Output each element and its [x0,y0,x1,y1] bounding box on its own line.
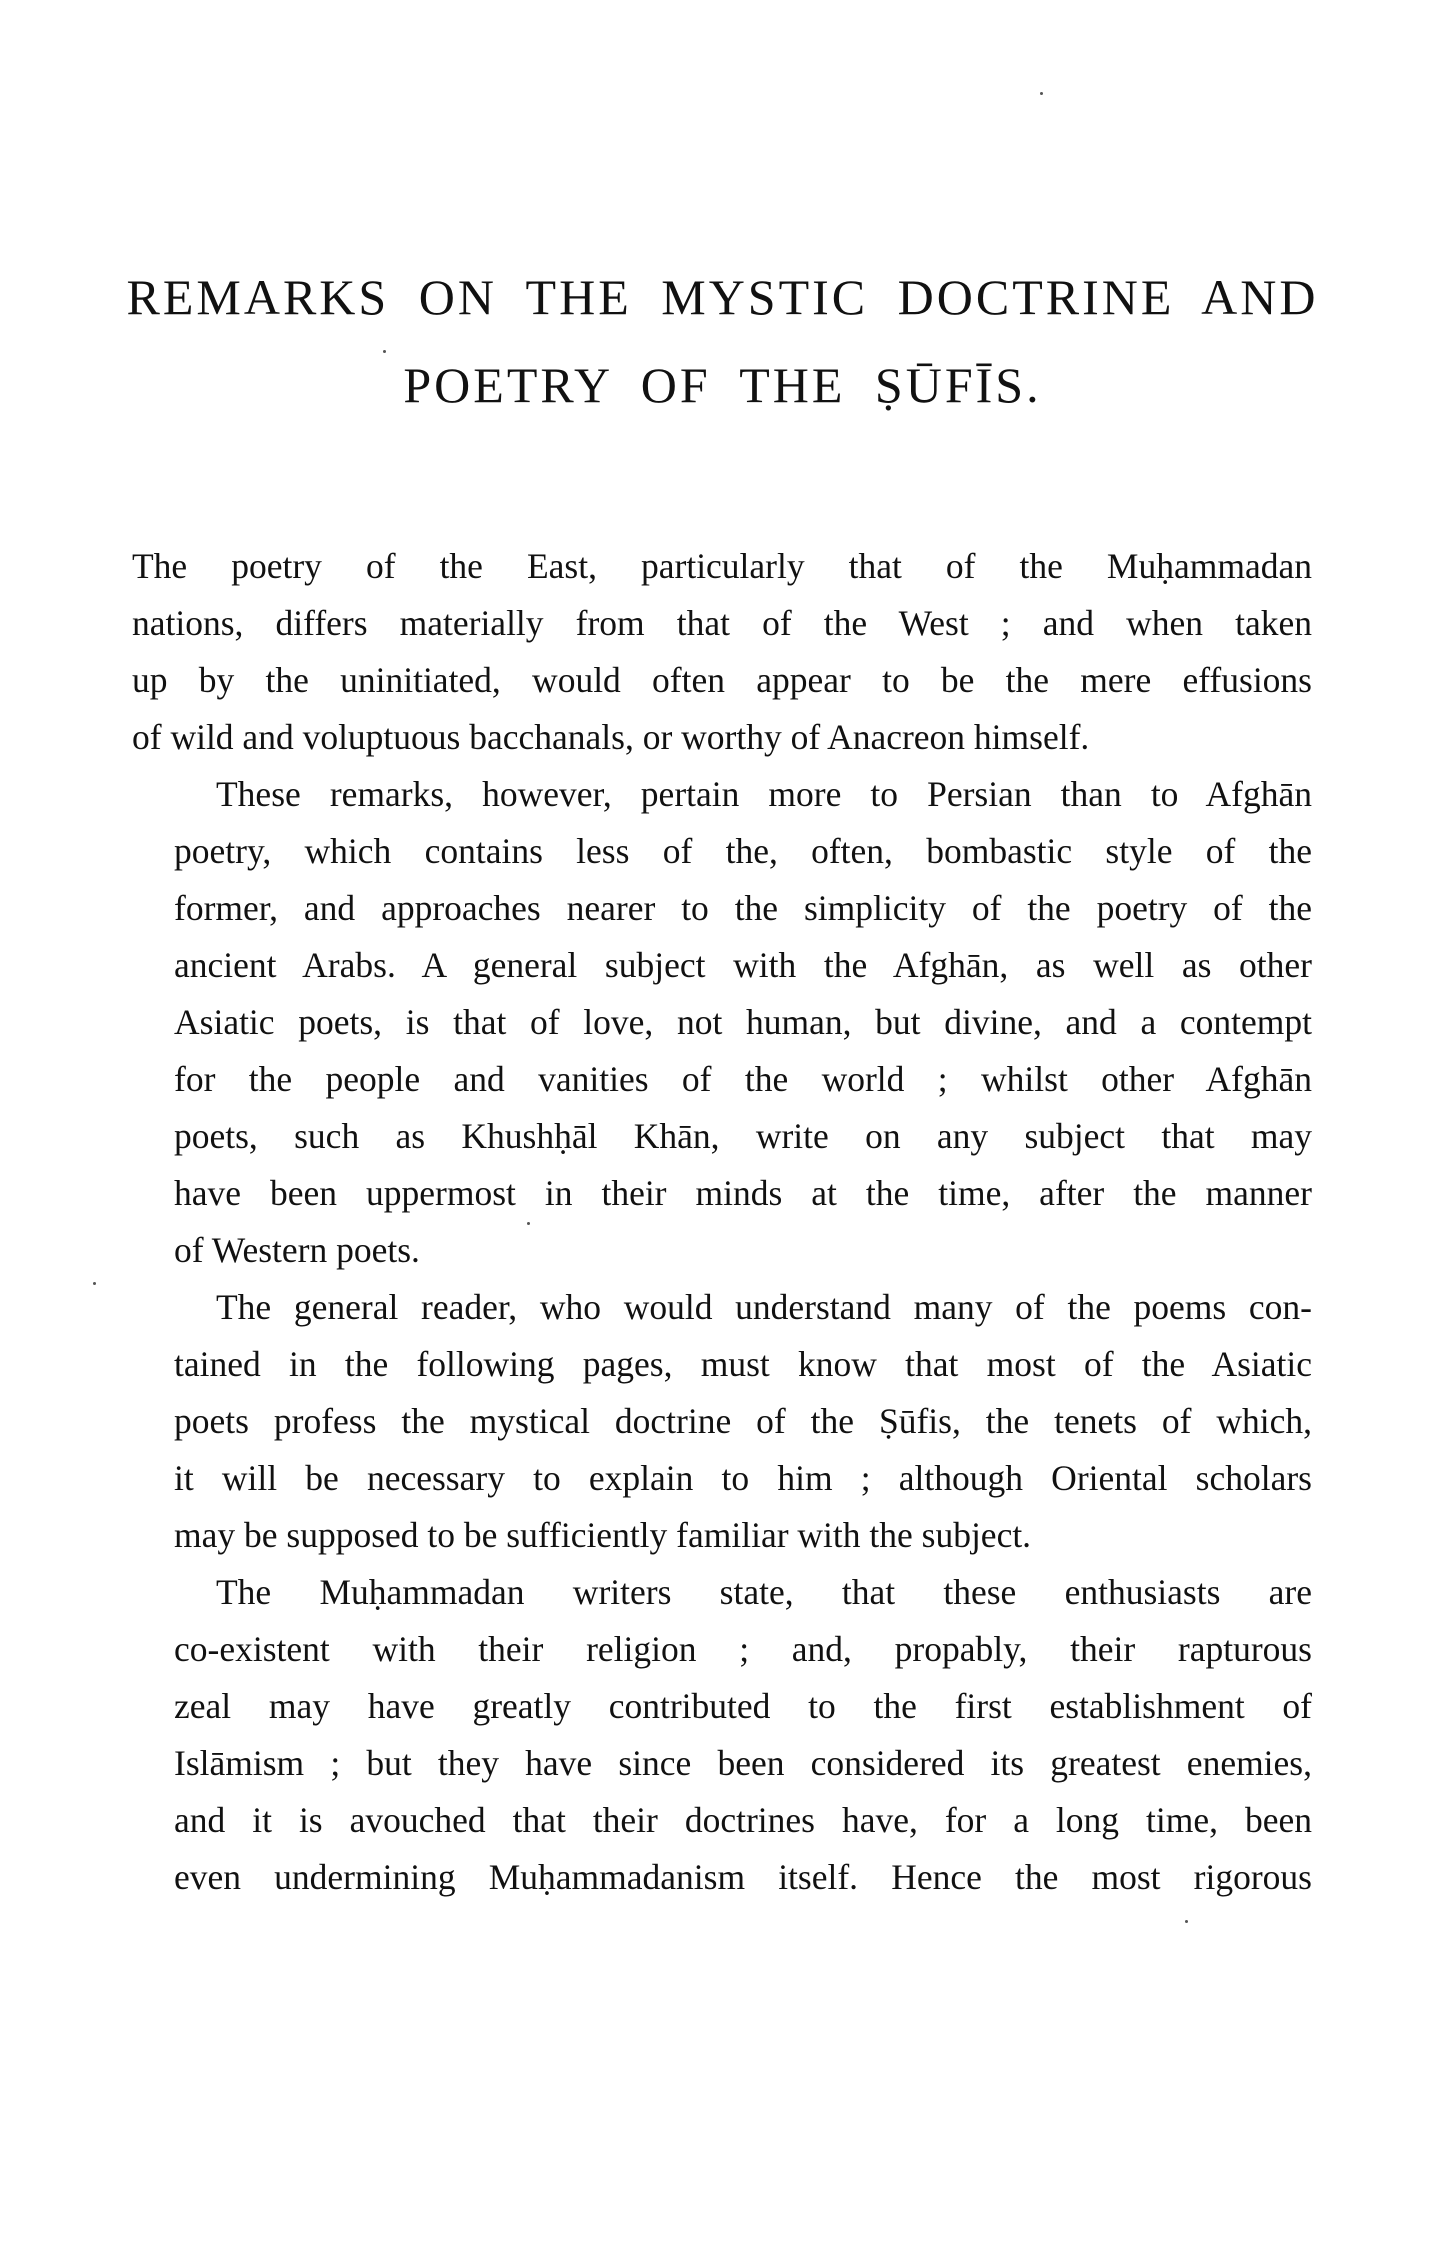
text-line: of Western poets. [174,1230,420,1270]
text-line: poets, such as Khushḥāl Khān, write on any subject that may [174,1116,1312,1156]
text-line: former, and approaches nearer to the simplicity of the poetry of the [174,888,1312,928]
paragraph-3 [132,1279,1312,1564]
text-line: of wild and voluptuous bacchanals, or worthy of Anacreon himself. [132,717,1090,757]
print-speck [383,350,386,353]
text-line: and it is avouched that their doctrines have, for a long time, been [174,1800,1312,1840]
print-speck [1040,92,1043,95]
text-line: poets profess the mystical doctrine of the Ṣūfis, the tenets of which, [174,1401,1312,1441]
print-speck [527,1222,530,1225]
print-speck [93,1282,96,1285]
print-speck [1185,1920,1188,1923]
text-line: zeal may have greatly contributed to the first establishment of [174,1686,1312,1726]
text-line: ancient Arabs. A general subject with the Afghān, as well as other [174,945,1312,985]
text-line: may be supposed to be sufficiently familiar with the subject. [174,1515,1032,1555]
text-line: These remarks, however, pertain more to Persian than to Afghān [216,774,1312,814]
text-line: Islāmism ; but they have since been considered its greatest enemies, [174,1743,1312,1783]
text-line: even undermining Muḥammadanism itself. Hence the most rigorous [174,1857,1312,1897]
text-line: up by the uninitiated, would often appear to be the mere effusions [132,660,1312,700]
chapter-title-line-1: REMARKS ON THE MYSTIC DOCTRINE AND [126,269,1319,325]
chapter-title-line-2: POETRY OF THE ṢŪFĪS. [403,357,1042,413]
text-line: The general reader, who would understand many of the poems con- [216,1287,1312,1327]
text-line: have been uppermost in their minds at the time, after the manner [174,1173,1312,1213]
text-line: The Muḥammadan writers state, that these enthusiasts are [216,1572,1312,1612]
text-line: tained in the following pages, must know that most of the Asiatic [174,1344,1312,1384]
paragraph-2 [132,766,1312,1279]
text-line: The poetry of the East, particularly that of the Muḥammadan [132,546,1312,586]
body-text [132,538,1312,1906]
text-line: it will be necessary to explain to him ; although Oriental scholars [174,1458,1312,1498]
text-line: Asiatic poets, is that of love, not human, but divine, and a contempt [174,1002,1312,1042]
paragraph-1 [132,538,1312,766]
paragraph-4 [132,1564,1312,1906]
text-line: for the people and vanities of the world ; whilst other Afghān [174,1059,1312,1099]
text-line: nations, differs materially from that of the West ; and when taken [132,603,1312,643]
text-line: co-existent with their religion ; and, propably, their rapturous [174,1629,1312,1669]
text-line: poetry, which contains less of the, often, bombastic style of the [174,831,1312,871]
